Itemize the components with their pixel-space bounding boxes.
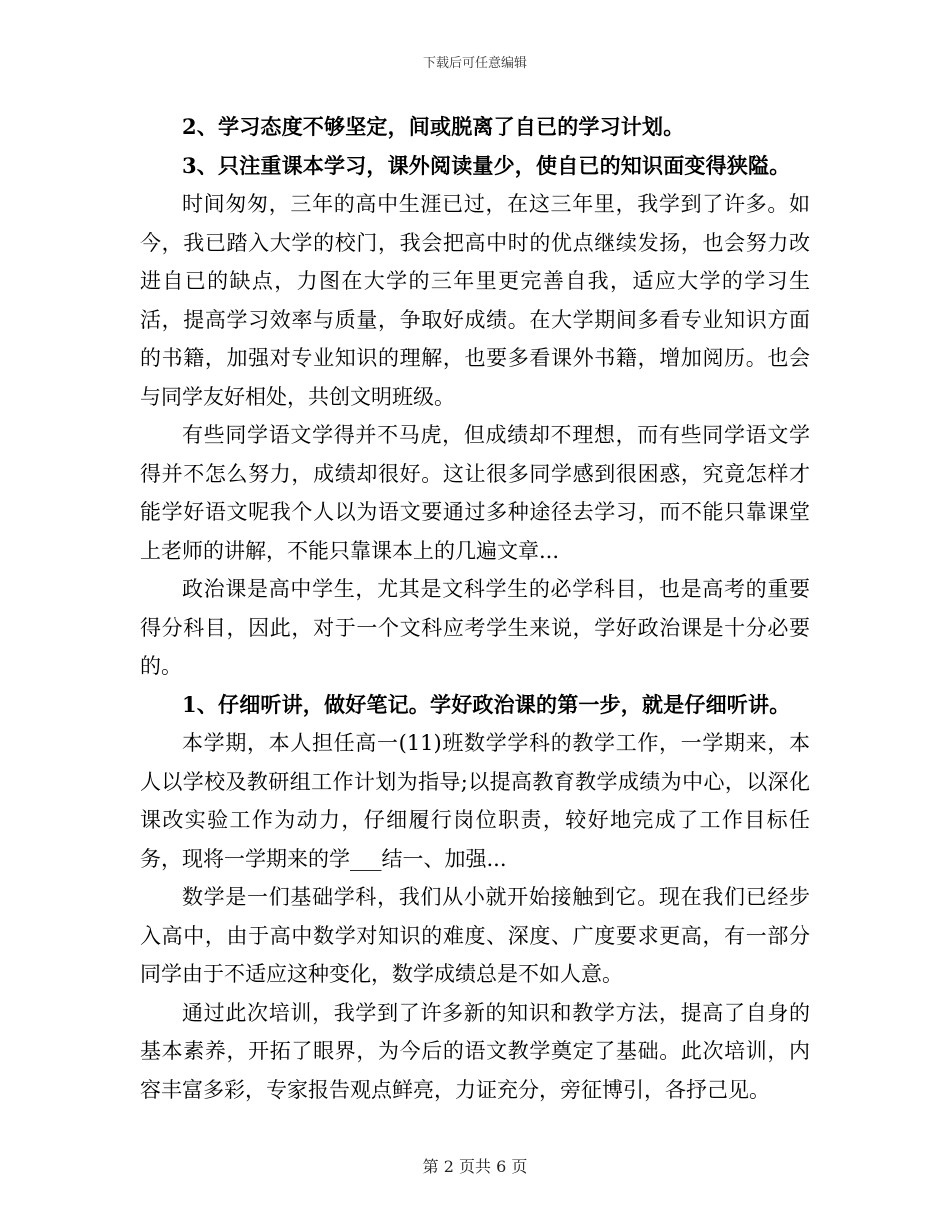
paragraph-2: 3、只注重课本学习，课外阅读量少，使自已的知识面变得狭隘。 (182, 152, 791, 178)
paragraph-5: 政治课是高中学生，尤其是文科学生的必学科目，也是高考的重要得分科目，因此，对于一个文科应考学生来说，学好政治课是十分必要的。 (140, 577, 810, 678)
paragraph-4: 有些同学语文学得并不马虎，但成绩却不理想，而有些同学语文学得并不怎么努力，成绩却很好。这让很多同学感到很困惑，究竟怎样才能学好语文呢我个人以为语文要通过多种途径去学习，而不能只靠课堂上老师的讲解，不能只靠课本上的几遍文章... (140, 423, 810, 563)
paragraph-7: 本学期，本人担任高一(11)班数学学科的教学工作，一学期来，本人以学校及教研组工作计划为指导;以提高教育教学成绩为中心，以深化课改实验工作为动力，仔细履行岗位职责，较好地完成了工作目标任务，现将一学期来的学___结一、加强... (140, 731, 810, 871)
page-header: 下载后可任意编辑 (422, 56, 527, 71)
document-body (140, 108, 810, 1109)
page-footer: 第 2 页共 6 页 (422, 1157, 528, 1176)
paragraph-1: 2、学习态度不够坚定，间或脱离了自已的学习计划。 (182, 114, 685, 139)
paragraph-8: 数学是一们基础学科，我们从小就开始接触到它。现在我们已经步入高中，由于高中数学对知识的难度、深度、广度要求更高，有一部分同学由于不适应这种变化，数学成绩总是不如人意。 (140, 885, 810, 986)
paragraph-9: 通过此次培训，我学到了许多新的知识和教学方法，提高了自身的基本素养，开拓了眼界，为今后的语文教学奠定了基础。此次培训，内容丰富多彩，专家报告观点鲜亮，力证充分，旁征博引，各抒己见。 (140, 1000, 810, 1102)
paragraph-3: 时间匆匆，三年的高中生涯已过，在这三年里，我学到了许多。如今，我已踏入大学的校门，我会把高中时的优点继续发扬，也会努力改进自已的缺点，力图在大学的三年里更完善自我，适应大学的学习生活，提高学习效率与质量，争取好成绩。在大学期间多看专业知识方面的书籍，加强对专业知识的理解，也要多看课外书籍，增加阅历。也会与同学友好相处，共创文明班级。 (140, 192, 810, 409)
paragraph-6: 1、仔细听讲，做好笔记。学好政治课的第一步，就是仔细听讲。 (182, 691, 791, 717)
